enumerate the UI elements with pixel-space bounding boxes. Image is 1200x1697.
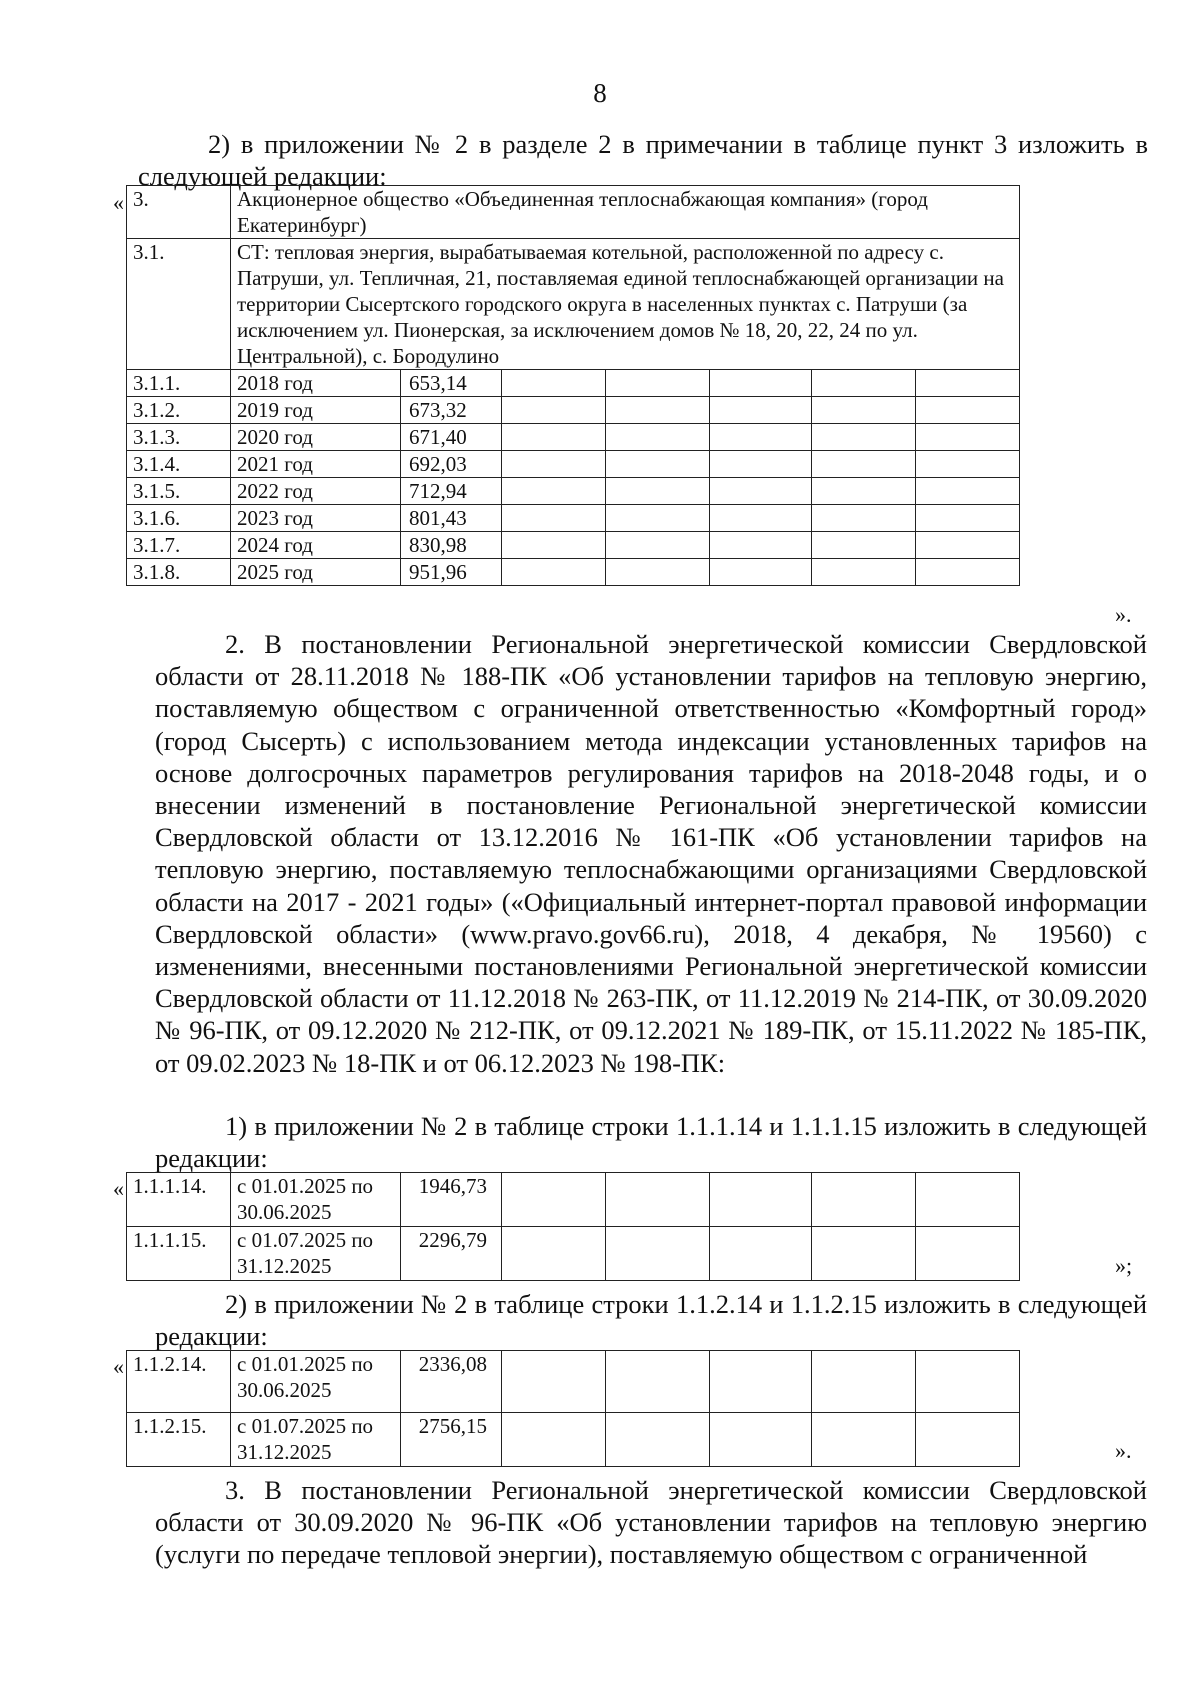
value-cell: 653,14 (401, 370, 502, 397)
year-cell: 2024 год (231, 532, 401, 559)
value-cell: 692,03 (401, 451, 502, 478)
quote-open-3: « (113, 1354, 124, 1379)
period-cell: с 01.07.2025 по 31.12.2025 (231, 1413, 401, 1467)
year-cell: 2018 год (231, 370, 401, 397)
org-name: Акционерное общество «Объединенная теплоснабжающая компания» (город Екатеринбург) (231, 186, 1020, 239)
row-number: 3.1.8. (127, 559, 231, 586)
quote-open-1: « (113, 190, 124, 215)
table-row (127, 1351, 1020, 1413)
table-row (127, 532, 1020, 559)
row-number: 3.1.5. (127, 478, 231, 505)
table-row (127, 1227, 1020, 1281)
table-row (127, 239, 1020, 370)
value-cell: 830,98 (401, 532, 502, 559)
year-cell: 2025 год (231, 559, 401, 586)
tariff-table-1-1-1 (126, 1172, 1020, 1281)
row-number: 1.1.2.15. (127, 1413, 231, 1467)
table-row (127, 559, 1020, 586)
table-row (127, 370, 1020, 397)
row-number: 1.1.2.14. (127, 1351, 231, 1413)
value-cell: 673,32 (401, 397, 502, 424)
table-row (127, 397, 1020, 424)
value-cell: 671,40 (401, 424, 502, 451)
sub1-intro: 1) в приложении № 2 в таблице строки 1.1.1.14 и 1.1.1.15 изложить в следующей редакции: (155, 1111, 1147, 1174)
quote-open-2: « (113, 1176, 124, 1201)
table-row (127, 478, 1020, 505)
table-row (127, 1413, 1020, 1467)
year-cell: 2023 год (231, 505, 401, 532)
value-cell: 951,96 (401, 559, 502, 586)
row-number: 3. (127, 186, 231, 239)
value-cell: 1946,73 (401, 1173, 502, 1227)
quote-close-3: ». (1115, 1438, 1132, 1463)
row-number: 3.1.7. (127, 532, 231, 559)
section3-paragraph: 3. В постановлении Региональной энергетической комиссии Свердловской области от 30.09.2020 № 96-ПК «Об установлении тарифов на тепловую энергию (услуги по передаче тепловой энергии), поставляемую обществом с ограниченной (155, 1475, 1147, 1570)
row-number: 3.1.2. (127, 397, 231, 424)
table-row (127, 1173, 1020, 1227)
value-cell: 2756,15 (401, 1413, 502, 1467)
row-number: 3.1.6. (127, 505, 231, 532)
row-number: 3.1.1. (127, 370, 231, 397)
table-row (127, 505, 1020, 532)
row-number: 1.1.1.15. (127, 1227, 231, 1281)
sub2-intro: 2) в приложении № 2 в таблице строки 1.1.2.14 и 1.1.2.15 изложить в следующей редакции: (155, 1289, 1147, 1352)
section1-intro: 2) в приложении № 2 в разделе 2 в примечании в таблице пункт 3 изложить в следующей редакции: (138, 129, 1148, 192)
row-number: 1.1.1.14. (127, 1173, 231, 1227)
period-cell: с 01.01.2025 по 30.06.2025 (231, 1173, 401, 1227)
service-description: СТ: тепловая энергия, вырабатываемая котельной, расположенной по адресу с. Патруши, ул. Тепличная, 21, поставляемая единой теплоснабжающей организации на территории Сысертского городского округа в населенных пунктах с. Патруши (за исключением ул. Пионерская, за исключением домов № 18, 20, 22, 24 по ул. Центральной), с. Бородулино (231, 239, 1020, 370)
tariff-table-1-1-2 (126, 1350, 1020, 1467)
value-cell: 801,43 (401, 505, 502, 532)
value-cell: 2336,08 (401, 1351, 502, 1413)
year-cell: 2021 год (231, 451, 401, 478)
table-row (127, 186, 1020, 239)
value-cell: 712,94 (401, 478, 502, 505)
year-cell: 2020 год (231, 424, 401, 451)
quote-close-2: »; (1115, 1253, 1133, 1278)
period-cell: с 01.07.2025 по 31.12.2025 (231, 1227, 401, 1281)
tariff-table-3 (126, 185, 1020, 586)
quote-close-1: ». (1115, 602, 1132, 627)
year-cell: 2022 год (231, 478, 401, 505)
row-number: 3.1.3. (127, 424, 231, 451)
period-cell: с 01.01.2025 по 30.06.2025 (231, 1351, 401, 1413)
table-row (127, 451, 1020, 478)
page-number: 8 (593, 78, 607, 108)
row-number: 3.1. (127, 239, 231, 370)
value-cell: 2296,79 (401, 1227, 502, 1281)
table-row (127, 424, 1020, 451)
section2-paragraph: 2. В постановлении Региональной энергетической комиссии Свердловской области от 28.11.2018 № 188-ПК «Об установлении тарифов на тепловую энергию, поставляемую обществом с ограниченной ответственностью «Комфортный город» (город Сысерть) с использованием метода индексации установленных тарифов на основе долгосрочных параметров регулирования тарифов на 2018-2048 годы, и о внесении изменений в постановление Региональной энергетической комиссии Свердловской области от 13.12.2016 № 161-ПК «Об установлении тарифов на тепловую энергию, поставляемую теплоснабжающими организациями Свердловской области на 2017 - 2021 годы» («Официальный интернет-портал правовой информации Свердловской области» (www.pravo.gov66.ru), 2018, 4 декабря, № 19560) с изменениями, внесенными постановлениями Региональной энергетической комиссии Свердловской области от 11.12.2018 № 263-ПК, от 11.12.2019 № 214-ПК, от 30.09.2020 № 96-ПК, от 09.12.2020 № 212-ПК, от 09.12.2021 № 189-ПК, от 15.11.2022 № 185-ПК, от 09.02.2023 № 18-ПК и от 06.12.2023 № 198-ПК: (155, 629, 1147, 1078)
row-number: 3.1.4. (127, 451, 231, 478)
year-cell: 2019 год (231, 397, 401, 424)
